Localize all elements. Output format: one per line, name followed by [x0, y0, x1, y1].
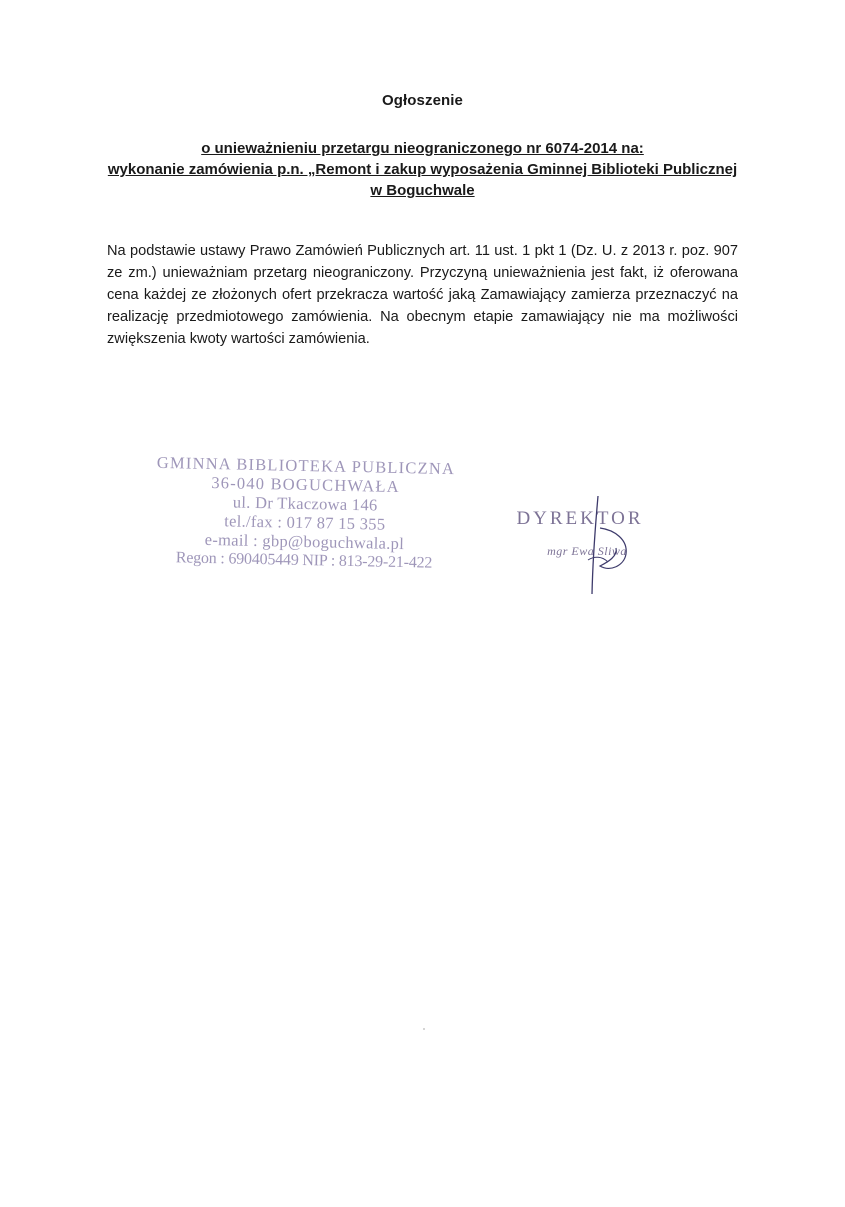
handwritten-signature-icon [560, 490, 650, 600]
subject-line: wykonanie zamówienia p.n. „Remont i zakup wyposażenia Gminnej Biblioteki Publicznej [107, 161, 738, 178]
director-title: DYREKTOR [516, 508, 644, 529]
document-subject [80, 138, 765, 201]
stamp-line: tel./fax : 017 87 15 355 [224, 511, 386, 534]
stamp-line: Regon : 690405449 NIP : 813-29-21-422 [175, 549, 433, 572]
director-name: mgr Ewa Sliwa [547, 544, 627, 558]
scan-speck [423, 1028, 425, 1030]
stamp-line: e-mail : gbp@boguchwala.pl [204, 529, 405, 554]
stamp-line: 36-040 BOGUCHWAŁA [211, 473, 401, 496]
document-heading: Ogłoszenie [381, 92, 464, 109]
stamp-line: ul. Dr Tkaczowa 146 [232, 492, 378, 515]
stamp-line: GMINNA BIBLIOTEKA PUBLICZNA [156, 452, 456, 479]
subject-line: o unieważnieniu przetargu nieograniczonego nr 6074-2014 na: [201, 140, 644, 157]
library-stamp [149, 453, 461, 573]
subject-line: w Boguchwale [370, 182, 475, 199]
document-body: Na podstawie ustawy Prawo Zamówień Publicznych art. 11 ust. 1 pkt 1 (Dz. U. z 2013 r. poz. 907 ze zm.) unieważniam przetarg nieograniczony. Przyczyną unieważnienia jest fakt, iż oferowana cena każdej ze złożonych ofert przekracza wartość jaką Zamawiający zamierza przeznaczyć na realizację przedmiotowego zamówienia. Na obecnym etapie zamawiający nie ma możliwości zwiększenia kwoty wartości zamówienia. [107, 243, 738, 347]
